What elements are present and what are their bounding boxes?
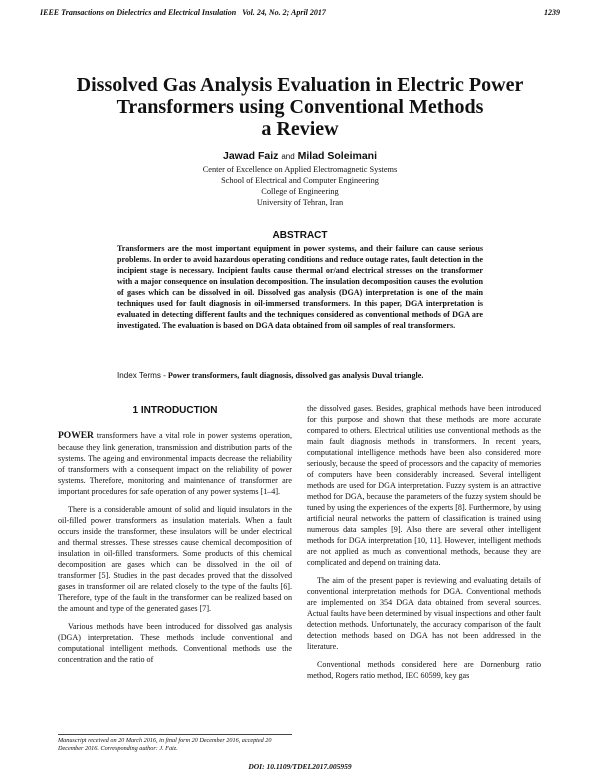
intro-paragraph-3: Various methods have been introduced for dissolved gas analysis (DGA) interpretation. These methods include conventional and computational intelligent methods. Conventional methods use the concentration and the ratio of xyxy=(58,622,292,664)
journal-info: IEEE Transactions on Dielectrics and Electrical Insulation Vol. 24, No. 2; April 2017 xyxy=(40,8,326,17)
right-column xyxy=(307,403,541,688)
author-1: Jawad Faiz xyxy=(222,150,279,162)
abstract-text: Transformers are the most important equipment in power systems, and their failure can cause serious problems. In order to avoid hazardous operating conditions and reduce outage rates, fault detection in the incipient stage is necessary. Incipient faults cause thermal or/and electrical stresses on the transformer with a major consequence on insulation decomposition. The insulation decomposition causes the evolution of gases which can be dissolved in oil. Dissolved gas analysis (DGA) interpretation is one of the main techniques used for fault diagnosis in oil-immersed transformers. In this paper, DGA interpretation is evaluated in detecting different faults and the techniques considered as conventional methods of DGA are investigated. The evaluation is based on DGA data obtained from oil samples of real transformers. xyxy=(117,244,483,330)
title-line-1: Dissolved Gas Analysis Evaluation in Electric Power xyxy=(76,74,524,96)
affiliation-line-2: School of Electrical and Computer Engineering xyxy=(221,176,379,185)
intro-paragraph-5: The aim of the present paper is reviewing and evaluating details of conventional interpretation methods for DGA. Conventional methods are implemented on 354 DGA data obtained from several sources. Actual faults have been determined by visual inspections and other fault detection methods. Unfortunately, the accuracy comparison of the fault detection methods based on DGA has not been addressed in the literature. xyxy=(307,576,541,651)
page-number: 1239 xyxy=(544,8,560,17)
index-terms xyxy=(117,370,483,381)
footnote-rule xyxy=(58,734,292,735)
affiliation-line-1: Center of Excellence on Applied Electromagnetic Systems xyxy=(202,165,398,174)
intro-paragraph-1-text: transformers have a vital role in power systems operation, because they link generation, transmission and distribution parts of the systems. The ageing and environmental impacts decrease the reliability of transformers with a consequent impact on the reliability of power systems. Therefore, monitoring and maintenance of transformer are important procedures for safe operation of any power systems [1–4]. xyxy=(58,431,292,496)
affiliation xyxy=(40,164,560,208)
intro-paragraph-6: Conventional methods considered here are Dornenburg ratio method, Rogers ratio method, IEC 60599, key gas xyxy=(307,660,541,680)
paper-title xyxy=(40,74,560,140)
section-heading-introduction: 1 INTRODUCTION xyxy=(132,405,218,416)
intro-paragraph-2: There is a considerable amount of solid and liquid insulators in the oil-filled power transformers as insulation materials. When a fault occurs inside the transformer, these insulators will be under electrical and thermal stresses. These stresses cause chemical decomposition of insulation in oil-filled transformers. Some products of this chemical decomposition are gases which can be dissolved in the oil of transformer [5]. Studies in the past decades proved that the dissolved gases in transformer oil are related closely to the type of the faults [6]. Therefore, type of the fault in the transformer can be realized based on the amount and type of the generated gases [7]. xyxy=(58,505,292,613)
left-column xyxy=(58,430,292,672)
doi: DOI: 10.1109/TDEI.2017.005959 xyxy=(248,762,352,771)
index-terms-label: Index Terms - xyxy=(117,371,166,380)
drop-word: POWER xyxy=(58,431,94,441)
affiliation-line-3: College of Engineering xyxy=(261,187,339,196)
intro-paragraph-1 xyxy=(58,430,292,497)
title-line-2: Transformers using Conventional Methods xyxy=(116,96,484,118)
author-and: and xyxy=(281,152,295,161)
intro-paragraph-4: the dissolved gases. Besides, graphical methods have been introduced for this purpose and shown that these methods are more accurate compared to others. Electrical utilities use conventional methods as the main fault diagnosis methods in transformers. In recent years, computational intelligence methods have been also considered more seriously, because the speed of processors and the capacity of memories of computers have been considerably increased. Several intelligent methods are used for DGA interpretation. Fuzzy system is an attractive method for DGA, because the parameters of the fuzzy system should be tuned by using the experiences of the experts [8]. Furthermore, by using artificial neural networks the pattern of classification is trained using numerous data samples [9]. Also there are several other intelligent methods for DGA interpretation [10, 11]. However, intelligent methods are not applied as much as conventional methods, because they are complicated and depend on training data. xyxy=(307,404,541,567)
footnote: Manuscript received on 20 March 2016, in final form 20 December 2016, accepted 20 December 2016. Corresponding author: J. Faiz. xyxy=(58,737,272,752)
title-line-3: a Review xyxy=(261,118,339,140)
author-2: Milad Soleimani xyxy=(297,150,377,162)
affiliation-line-4: University of Tehran, Iran xyxy=(256,198,344,207)
running-header xyxy=(40,8,560,20)
abstract-heading: ABSTRACT xyxy=(272,230,328,241)
authors xyxy=(40,150,560,162)
index-terms-text: Power transformers, fault diagnosis, dissolved gas analysis Duval triangle. xyxy=(167,371,424,380)
